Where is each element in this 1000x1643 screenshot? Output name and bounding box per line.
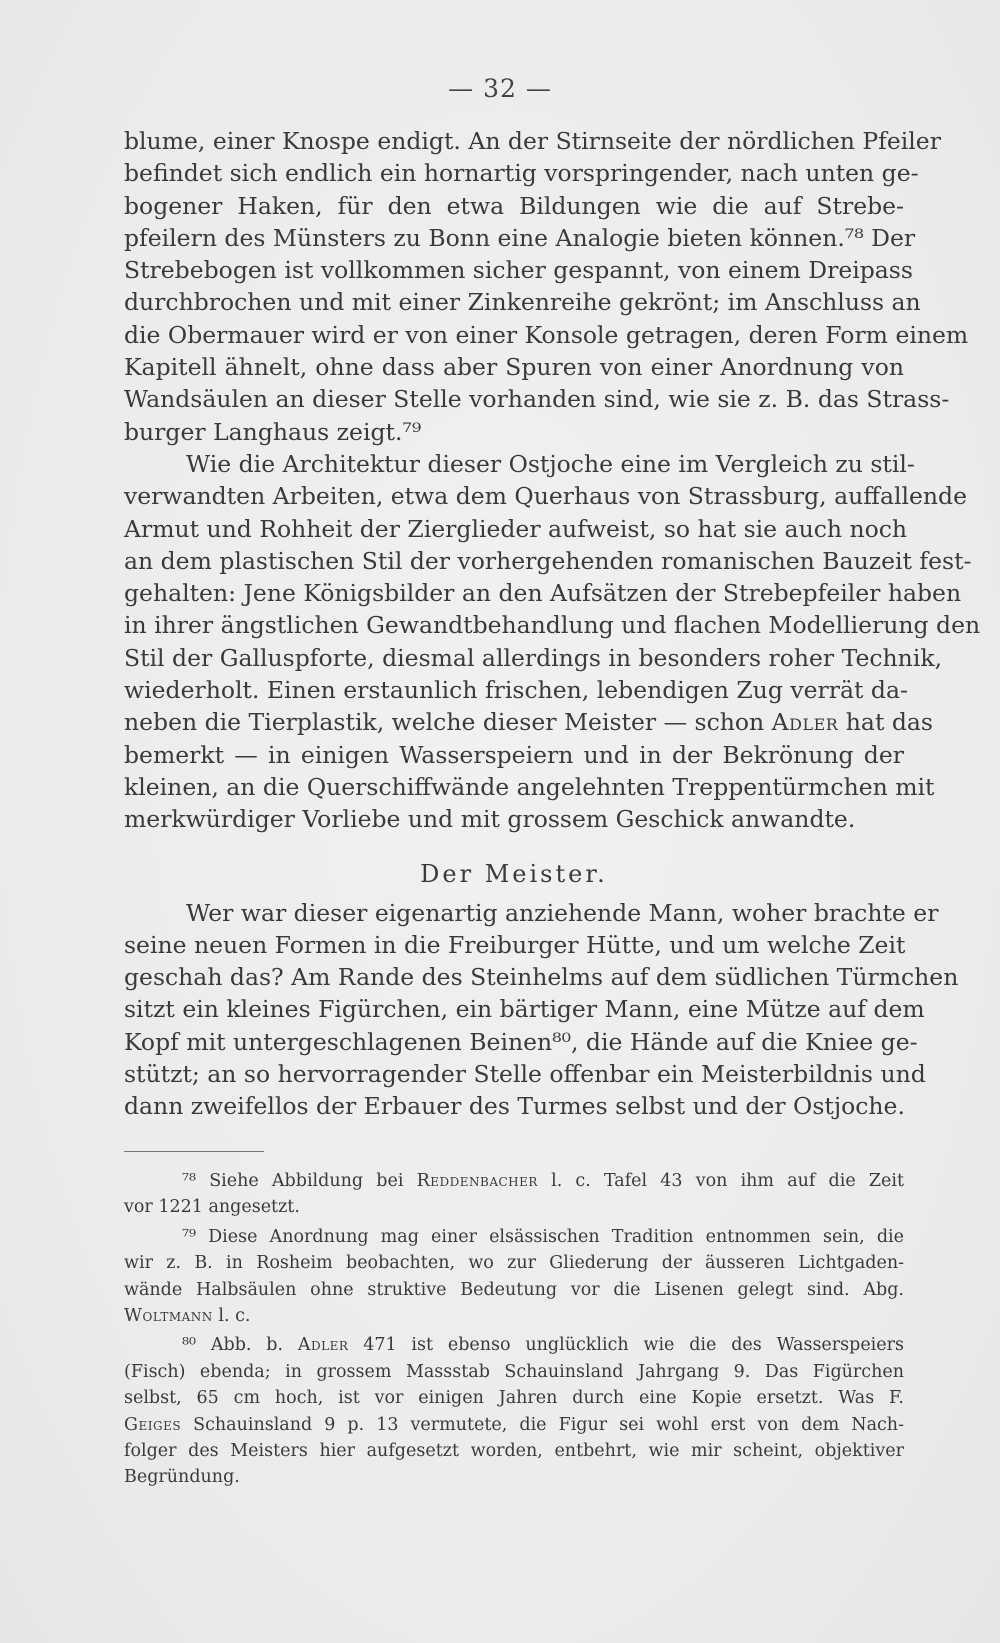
text-line: die Obermauer wird er von einer Konsole getragen, deren Form einem [124,320,969,349]
text-line: pfeilern des Münsters zu Bonn eine Analogie bieten können.⁷⁸ Der [124,223,916,252]
author-name: Adler [297,1335,349,1356]
footnote-line [124,1412,904,1438]
text-line: burger Langhaus zeigt.⁷⁹ [124,417,422,446]
author-name: Geiges [124,1414,182,1435]
text-line: kleinen, an die Querschiffwände angelehnten Treppentürmchen mit [124,772,935,801]
text-line: Wandsäulen an dieser Stelle vorhanden sind, wie sie z. B. das Strass- [124,385,950,414]
paragraph-3 [124,897,959,1123]
text-line: Wie die Architektur dieser Ostjoche eine im Vergleich zu stil- [186,449,915,478]
footnote-line: folger des Meisters hier aufgesetzt worden, entbehrt, wie mir scheint, objektiver [124,1440,904,1461]
footnote-line: (Fisch) ebenda; in grossem Massstab Schauinsland Jahrgang 9. Das Figürchen [124,1361,904,1382]
text-line: Wer war dieser eigenartig anziehende Mann, woher brachte er [186,898,939,927]
text-line: seine neuen Formen in die Freiburger Hütte, und um welche Zeit [124,930,906,959]
text-segment: neben die Tierplastik, welche dieser Meister — schon [124,708,772,737]
footnote-line [124,1303,904,1329]
text-line: bogener Haken, für den etwa Bildungen wie die auf Strebe- [124,191,904,220]
text-segment: ⁸⁰ Abb. b. [182,1335,298,1356]
text-line: durchbrochen und mit einer Zinkenreihe gekrönt; im Anschluss an [124,288,921,317]
footnote-line: selbst, 65 cm hoch, ist vor einigen Jahren durch eine Kopie ersetzt. Was F. [124,1388,904,1409]
main-text [124,125,981,1123]
text-line: stützt; an so hervorragender Stelle offenbar ein Meisterbildnis und [124,1060,926,1089]
author-name: Adler [771,708,839,737]
text-segment: ⁷⁸ Siehe Abbildung bei [182,1171,417,1191]
paragraph-1 [124,125,969,448]
text-line: Armut und Rohheit der Zierglieder aufweist, so hat sie auch noch [124,514,908,543]
text-line: geschah das? Am Rande des Steinhelms auf dem südlichen Türmchen [124,963,959,992]
text-line: in ihrer ängstlichen Gewandtbehandlung und flachen Modellierung den [124,611,981,640]
footnote-line: Begründung. [124,1467,240,1488]
text-segment: l. c. Tafel 43 von ihm auf die Zeit [537,1171,904,1191]
footnote-line: vor 1221 angesetzt. [124,1197,300,1218]
page-number: — 32 — [448,74,552,103]
footnote-line: wir z. B. in Rosheim beobachten, wo zur Gliederung der äusseren Lichtgaden- [124,1253,904,1274]
text-segment: 471 ist ebenso unglücklich wie die des Wasserspeiers [348,1335,904,1356]
text-segment: l. c. [212,1305,251,1326]
text-line: blume, einer Knospe endigt. An der Stirnseite der nördlichen Pfeiler [124,127,941,155]
text-line: bemerkt — in einigen Wasserspeiern und in der Bekrönung der [124,740,904,769]
text-line: wiederholt. Einen erstaunlich frischen, lebendigen Zug verrät da- [124,676,908,705]
text-segment: Schauinsland 9 p. 13 vermutete, die Figur sei wohl erst von dem Nach- [181,1414,904,1435]
footnote-line [124,1168,904,1194]
text-line: Strebebogen ist vollkommen sicher gespannt, von einem Dreipass [124,256,913,285]
footnote-divider [124,1151,264,1152]
footnote-line: wände Halbsäulen ohne struktive Bedeutung vor die Lisenen gelegt sind. Abg. [124,1279,904,1300]
footnotes [124,1168,904,1494]
text-line: an dem plastischen Stil der vorhergehenden romanischen Bauzeit fest- [124,546,972,575]
footnote-78 [124,1168,904,1221]
text-line: verwandten Arbeiten, etwa dem Querhaus von Strassburg, auffallende [124,482,967,511]
text-line: merkwürdiger Vorliebe und mit grossem Geschick anwandte. [124,805,856,834]
footnote-80 [124,1332,904,1490]
footnote-79 [124,1224,904,1330]
text-line: Kopf mit untergeschlagenen Beinen⁸⁰, die Hände auf die Kniee ge- [124,1027,918,1056]
text-line: befindet sich endlich ein hornartig vorspringender, nach unten ge- [124,159,919,188]
footnote-line: ⁷⁹ Diese Anordnung mag einer elsässischen Tradition entnommen sein, die [182,1226,904,1247]
text-line: dann zweifellos der Erbauer des Turmes selbst und der Ostjoche. [124,1092,905,1121]
text-line: gehalten: Jene Königsbilder an den Aufsätzen der Strebepfeiler haben [124,579,962,608]
text-line: Kapitell ähnelt, ohne dass aber Spuren von einer Anordnung von [124,353,904,382]
text-line: sitzt ein kleines Figürchen, ein bärtiger Mann, eine Mütze auf dem [124,995,925,1024]
paragraph-2 [124,448,981,836]
text-segment: hat das [838,708,933,737]
section-heading: Der Meister. [420,859,608,888]
text-line [124,706,933,738]
author-name: Reddenbacher [416,1171,538,1191]
text-line: Stil der Galluspforte, diesmal allerdings in besonders roher Technik, [124,643,943,672]
author-name: Woltmann [124,1305,213,1326]
footnote-line [124,1332,904,1358]
